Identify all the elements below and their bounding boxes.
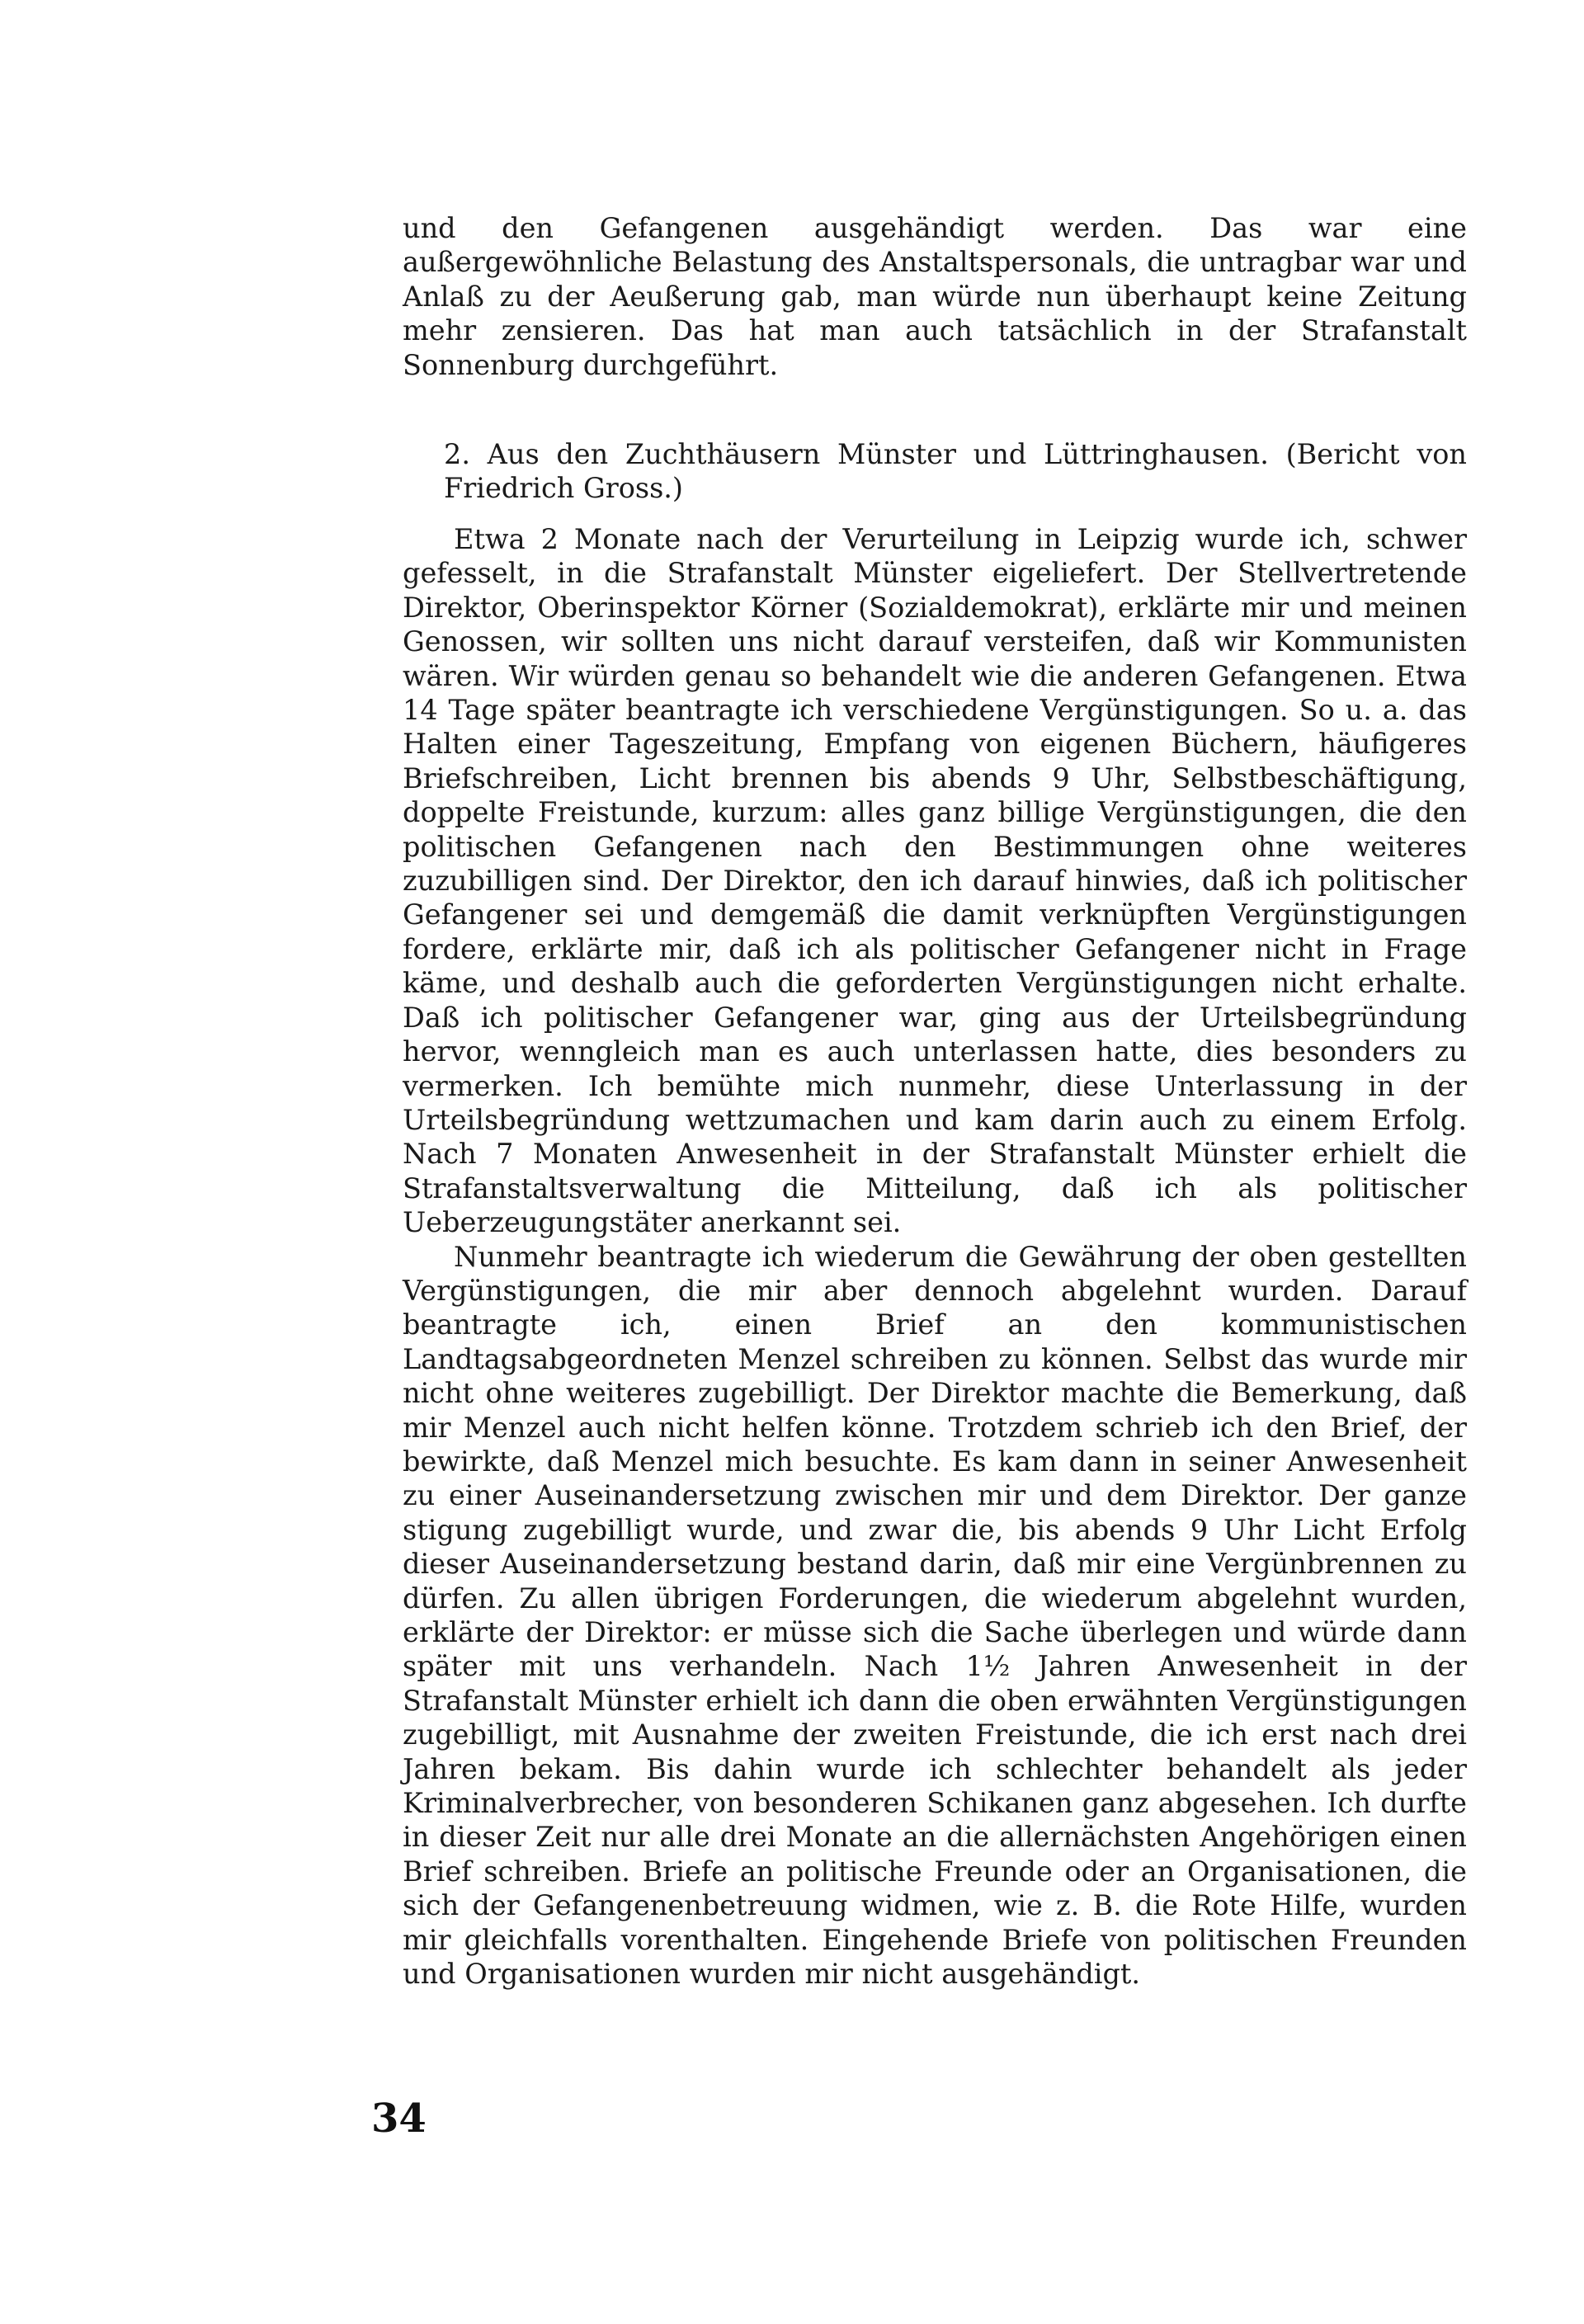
report-body [403, 522, 1467, 1991]
continuation-paragraph: und den Gefangenen ausgehändigt werden. Das war eine außergewöhnliche Belastung des Anstaltspersonals, die untragbar war und Anlaß zu der Aeußerung gab, man würde nun überhaupt keine Zeitung mehr zensieren. Das hat man auch tatsächlich in der Strafanstalt Sonnenburg durchgeführt. [403, 212, 1467, 381]
continuation-paragraph-block [403, 211, 1467, 382]
body-paragraph: Nunmehr beantragte ich wiederum die Gewährung der oben gestellten Vergünstigungen, die mir aber dennoch abgelehnt wurden. Darauf beantragte ich, einen Brief an den kommunistischen Landtagsabgeordneten Menzel schreiben zu können. Selbst das wurde mir nicht ohne weiteres zugebilligt. Der Direktor machte die Bemerkung, daß mir Menzel auch nicht helfen könne. Trotzdem schrieb ich den Brief, der bewirkte, daß Menzel mich besuchte. Es kam dann in seiner Anwesenheit zu einer Auseinandersetzung zwischen mir und dem Direktor. Der ganze stigung zugebilligt wurde, und zwar die, bis abends 9 Uhr Licht Erfolg dieser Auseinandersetzung bestand darin, daß mir eine Vergünbrennen zu dürfen. Zu allen übrigen Forderungen, die wiederum abgelehnt wurden, erklärte der Direktor: er müsse sich die Sache überlegen und würde dann später mit uns verhandeln. Nach 1½ Jahren Anwesenheit in der Strafanstalt Münster erhielt ich dann die oben erwähnten Vergünstigungen zugebilligt, mit Ausnahme der zweiten Freistunde, die ich erst nach drei Jahren bekam. Bis dahin wurde ich schlechter behandelt als jeder Kriminalverbrecher, von besonderen Schikanen ganz abgesehen. Ich durfte in dieser Zeit nur alle drei Monate an die allernächsten Angehörigen einen Brief schreiben. Briefe an politische Freunde oder an Organisationen, die sich der Gefangenenbetreuung widmen, wie z. B. die Rote Hilfe, wurden mir gleichfalls vorenthalten. Eingehende Briefe von politischen Freunden und Organisationen wurden mir nicht ausgehändigt. [403, 1240, 1467, 1991]
section-heading-block [403, 437, 1467, 506]
page-number: 34 [371, 2095, 427, 2142]
section-heading: 2. Aus den Zuchthäusern Münster und Lüttringhausen. (Bericht von Friedrich Gross.) [444, 438, 1467, 505]
body-paragraph: Etwa 2 Monate nach der Verurteilung in Leipzig wurde ich, schwer gefesselt, in die Strafanstalt Münster eigeliefert. Der Stellvertretende Direktor, Oberinspektor Körner (Sozialdemokrat), erklärte mir und meinen Genossen, wir sollten uns nicht darauf versteifen, daß wir Kommunisten wären. Wir würden genau so behandelt wie die anderen Gefangenen. Etwa 14 Tage später beantragte ich verschiedene Vergünstigungen. So u. a. das Halten einer Tageszeitung, Empfang von eigenen Büchern, häufigeres Briefschreiben, Licht brennen bis abends 9 Uhr, Selbstbeschäftigung, doppelte Freistunde, kurzum: alles ganz billige Vergünstigungen, die den politischen Gefangenen nach den Bestimmungen ohne weiteres zuzubilligen sind. Der Direktor, den ich darauf hinwies, daß ich politischer Gefangener sei und demgemäß die damit verknüpften Vergünstigungen fordere, erklärte mir, daß ich als politischer Gefangener nicht in Frage käme, und deshalb auch die geforderten Vergünstigungen nicht erhalte. Daß ich politischer Gefangener war, ging aus der Urteilsbegründung hervor, wenngleich man es auch unterlassen hatte, dies besonders zu vermerken. Ich bemühte mich nunmehr, diese Unterlassung in der Urteilsbegründung wettzumachen und kam darin auch zu einem Erfolg. Nach 7 Monaten Anwesenheit in der Strafanstalt Münster erhielt die Strafanstaltsverwaltung die Mitteilung, daß ich als politischer Ueberzeugungstäter anerkannt sei. [403, 523, 1467, 1239]
